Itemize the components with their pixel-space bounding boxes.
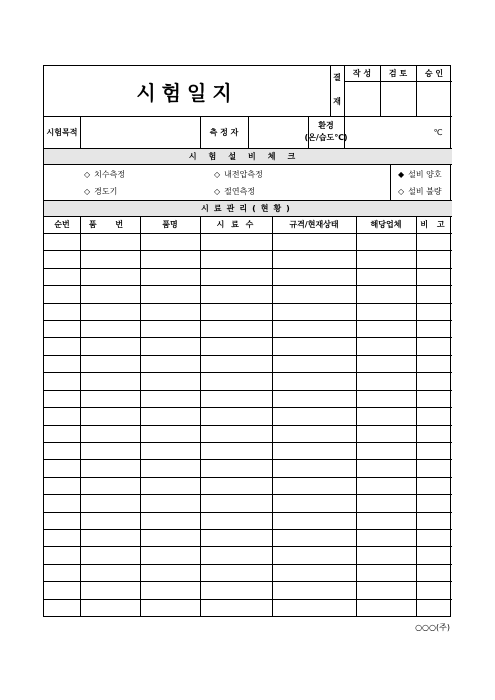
table-row-divider [44,250,452,251]
table-column-divider [80,216,81,616]
check-hardness-tester-label: 경도기 [94,186,118,196]
table-row-divider [44,303,452,304]
table-column-divider [272,216,273,616]
check-withstand-voltage[interactable] [214,167,263,181]
approval-col-author: 작 성 [352,69,372,78]
table-row-divider [44,390,452,391]
diamond-outline-icon: ◇ [84,186,91,196]
col-header-vendor: 해당업체 [370,220,402,229]
check-insulation[interactable] [214,184,255,198]
approval-col-review: 검 토 [388,69,408,78]
table-row-divider [44,355,452,356]
col-header-part-name: 품명 [162,220,178,229]
diamond-filled-icon: ◆ [398,169,405,179]
check-dimension-label: 치수측정 [94,169,126,179]
table-row-divider [44,442,452,443]
check-equipment-good-label: 설비 양호 [408,169,442,179]
col-header-part-no: 품 번 [88,220,132,229]
table-row-divider [44,599,452,600]
check-equipment-bad[interactable] [398,184,442,198]
approval-sign-author[interactable] [344,81,380,116]
table-row-divider [44,425,452,426]
check-hardness-tester[interactable] [84,184,117,198]
company-footer: ○○○(주) [415,623,450,632]
purpose-field[interactable] [80,116,200,148]
col-header-remarks: 비 고 [420,220,448,229]
table-row-divider [44,581,452,582]
table-row-divider [44,477,452,478]
table-row-divider [44,285,452,286]
diamond-outline-icon: ◇ [214,186,221,196]
table-row-divider [44,564,452,565]
sample-mgmt-header: 시료관리(현황) [201,204,295,213]
env-label-line2: (온/습도℃) [304,133,348,142]
approval-sign-review[interactable] [380,81,416,116]
table-column-divider [356,216,357,616]
test-log-form [43,65,451,617]
table-row-divider [44,407,452,408]
check-withstand-voltage-label: 내전압측정 [224,169,263,179]
table-column-divider [200,216,201,616]
diamond-outline-icon: ◇ [84,169,91,179]
purpose-label: 시험목적 [46,127,78,137]
env-unit: ℃ [433,127,443,137]
table-row-divider [44,372,452,373]
equipment-check-header: 시험설비체크 [188,152,308,161]
approval-sign-approve[interactable] [416,81,452,116]
check-equipment-bad-label: 설비 불량 [408,186,442,196]
col-header-sample-count: 시 료 수 [216,220,256,229]
approval-label-bottom: 재 [333,96,341,106]
table-header-divider [44,233,452,234]
table-row-divider [44,459,452,460]
col-header-spec-status: 규격/현재상태 [289,220,339,229]
col-header-seq: 순번 [54,220,70,229]
table-row-divider [44,512,452,513]
table-row-divider [44,320,452,321]
approval-col-approve: 승 인 [424,69,444,78]
check-dimension[interactable] [84,167,125,181]
table-row-divider [44,268,452,269]
page-title: 시험일지 [136,80,238,105]
measurer-label: 측 정 자 [209,127,239,137]
table-row-divider [44,529,452,530]
table-row-divider [44,546,452,547]
table-row-divider [44,494,452,495]
diamond-outline-icon: ◇ [214,169,221,179]
check-insulation-label: 절연측정 [224,186,256,196]
check-equipment-good[interactable] [398,167,442,181]
table-column-divider [140,216,141,616]
env-label-line1: 환경 [318,121,334,130]
table-row-divider [44,337,452,338]
measurer-field[interactable] [248,116,308,148]
table-column-divider [416,216,417,616]
diamond-outline-icon: ◇ [398,186,405,196]
approval-label-top: 결 [333,72,341,82]
